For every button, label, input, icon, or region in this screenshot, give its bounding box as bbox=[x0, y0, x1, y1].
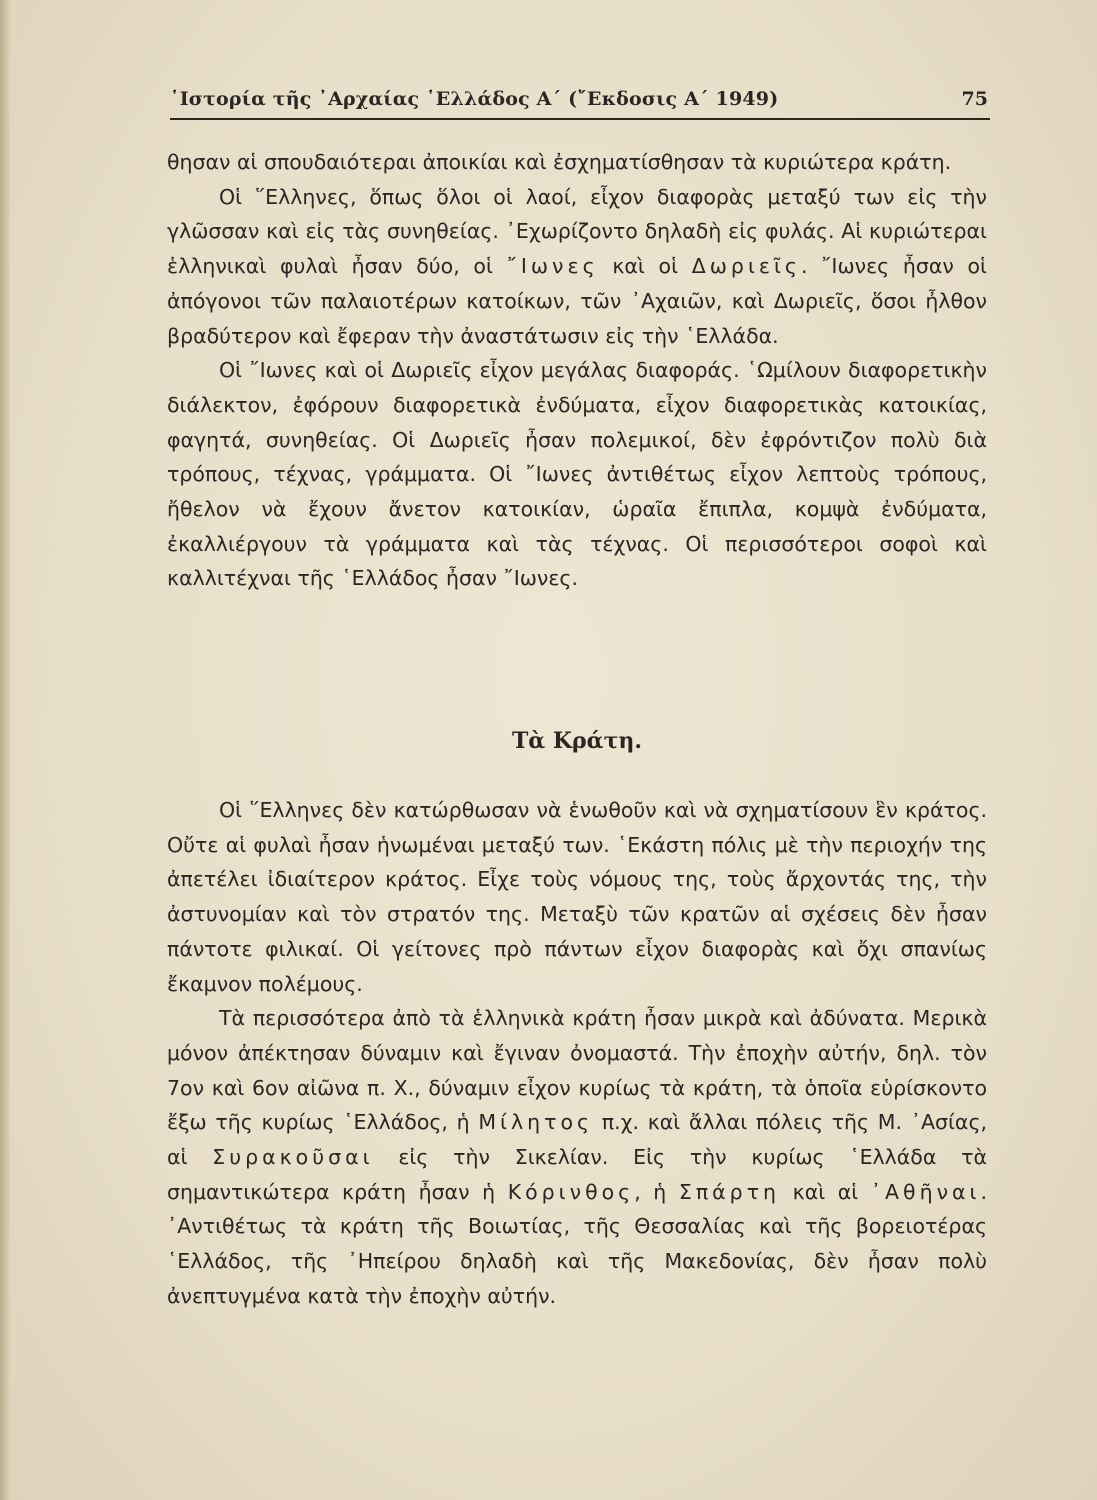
page-binding-edge bbox=[0, 0, 10, 1500]
paragraph-text: Οἱ ῎Ιωνες καὶ οἱ Δωριεῖς εἶχον μεγάλας διαφοράς. ῾Ωμίλουν διαφορετικὴν διάλεκτον, ἐφόρουν διαφορετικὰ ἐνδύματα, εἶχον διαφορετικὰς κατοικίας, φαγητά, συνηθείας. Οἱ Δωριεῖς ἦσαν πολεμικοί, δὲν ἐφρόντιζον πολὺ διὰ τρόπους, τέχνας, γράμματα. Οἱ ῎Ιωνες ἀντιθέτως εἶχον λεπτοὺς τρόπους, ἤθελον νὰ ἔχουν ἄνετον κατοικίαν, ὡραῖα ἔπιπλα, κομψὰ ἐνδύματα, ἐκαλλιέργουν τὰ γράμματα καὶ τὰς τέχνας. Οἱ περισσότεροι σοφοὶ καὶ καλλιτέχναι τῆς ῾Ελλάδος ἦσαν ῎Ιωνες. bbox=[167, 358, 987, 591]
paragraph-states-division: Οἱ ῞Ελληνες δὲν κατώρθωσαν νὰ ἑνωθοῦν καὶ νὰ σχηματίσουν ἓν κράτος. Οὔτε αἱ φυλαὶ ἦσαν ἡνωμέναι μεταξύ των. ῾Εκάστη πόλις μὲ τὴν περιοχήν της ἀπετέλει ἰδιαίτερον κράτος. Εἶχε τοὺς νόμους της, τοὺς ἄρχοντάς της, τὴν ἀστυνομίαν καὶ τὸν στρατόν της. Μεταξὺ τῶν κρατῶν αἱ σχέσεις δὲν ἦσαν πάντοτε φιλικαί. Οἱ γείτονες πρὸ πάντων εἶχον διαφορὰς καὶ ὄχι σπανίως ἔκαμνον πολέμους. bbox=[167, 798, 987, 996]
emphasis-ionians: ῎Ιωνες bbox=[506, 254, 599, 279]
paragraph-continuation bbox=[167, 145, 987, 180]
section-heading: Τὰ Κράτη. bbox=[511, 728, 643, 754]
paragraph-text: π.χ. καὶ ἄλλαι πόλεις τῆς Μ. ᾽Ασίας, αἱ bbox=[167, 1110, 987, 1170]
running-header bbox=[170, 86, 990, 120]
paragraph-tribes bbox=[167, 180, 987, 354]
paragraph-text: , ἡ bbox=[634, 1179, 679, 1204]
paragraph-differences bbox=[167, 353, 987, 596]
paragraph-states-power bbox=[167, 1001, 987, 1313]
paragraph-text: καὶ οἱ bbox=[598, 254, 692, 279]
paragraph-text: θησαν αἱ σπουδαιότεραι ἀποικίαι καὶ ἐσχηματίσθησαν τὰ κυριώτερα κράτη. bbox=[167, 150, 952, 174]
paragraph-text: καὶ αἱ bbox=[780, 1179, 871, 1204]
emphasis-sparti: Σπάρτη bbox=[678, 1179, 781, 1204]
paragraph-text: . ῎Ιωνες ἦσαν οἱ ἀπόγονοι τῶν παλαιοτέρων κατοίκων, τῶν ᾽Αχαιῶν, καὶ Δωριεῖς, ὅσοι ἦλθον βραδύτερον καὶ ἔφεραν τὴν ἀναστάτωσιν εἰς τὴν ῾Ελλάδα. bbox=[167, 254, 987, 348]
section-tribes bbox=[167, 145, 987, 596]
emphasis-dorians: Δωριεῖς bbox=[691, 254, 801, 279]
paragraph-text: εἰς τὴν Σικελίαν. Εἰς τὴν κυρίως ῾Ελλάδα τὰ σημαντικώτερα κράτη ἦσαν ἡ bbox=[167, 1145, 987, 1204]
paragraph-text: Τὰ περισσότερα ἀπὸ τὰ ἑλληνικὰ κράτη ἦσαν μικρὰ καὶ ἀδύνατα. Μερικὰ μόνον ἀπέκτησαν δύναμιν καὶ ἔγιναν ὀνομαστά. Τὴν ἐποχὴν αὐτήν, δηλ. τὸν 7ον καὶ 6ον αἰῶνα π. Χ., δύναμιν εἶχον κυρίως τὰ κράτη, τὰ ὁποῖα εὑρίσκοντο ἔξω τῆς κυρίως ῾Ελλάδος, ἡ bbox=[167, 1006, 987, 1135]
emphasis-athinai: ᾽Αθῆναι bbox=[870, 1179, 981, 1204]
section-states bbox=[167, 793, 987, 1314]
paragraph-text: Οἱ ῞Ελληνες, ὅπως ὅλοι οἱ λαοί, εἶχον διαφορὰς μεταξύ των εἰς τὴν γλῶσσαν καὶ εἰς τὰς συνηθείας. ᾽Εχωρίζοντο δηλαδὴ εἰς φυλάς. Αἱ κυριώτεραι ἑλληνικαὶ φυλαὶ ἦσαν δύο, οἱ bbox=[167, 184, 987, 279]
paragraph-text: . ᾽Αντιθέτως τὰ κράτη τῆς Βοιωτίας, τῆς Θεσσαλίας καὶ τῆς βορειοτέρας ῾Ελλάδος, τῆς ᾽Ηπείρου δηλαδὴ καὶ τῆς Μακεδονίας, δὲν ἦσαν πολὺ ἀνεπτυγμένα κατὰ τὴν ἐποχὴν αὐτήν. bbox=[167, 1179, 988, 1308]
emphasis-syrakousai: Συρακοῦσαι bbox=[212, 1145, 374, 1170]
emphasis-miletos: Μίλητος bbox=[478, 1110, 594, 1135]
emphasis-korinthos: Κόρινθος bbox=[507, 1179, 635, 1204]
page-number: 75 bbox=[961, 88, 988, 110]
header-title: ῾Ιστορία τῆς ᾽Αρχαίας ῾Ελλάδος Α΄ (῎Εκδοσις Α΄ 1949) bbox=[170, 88, 779, 110]
